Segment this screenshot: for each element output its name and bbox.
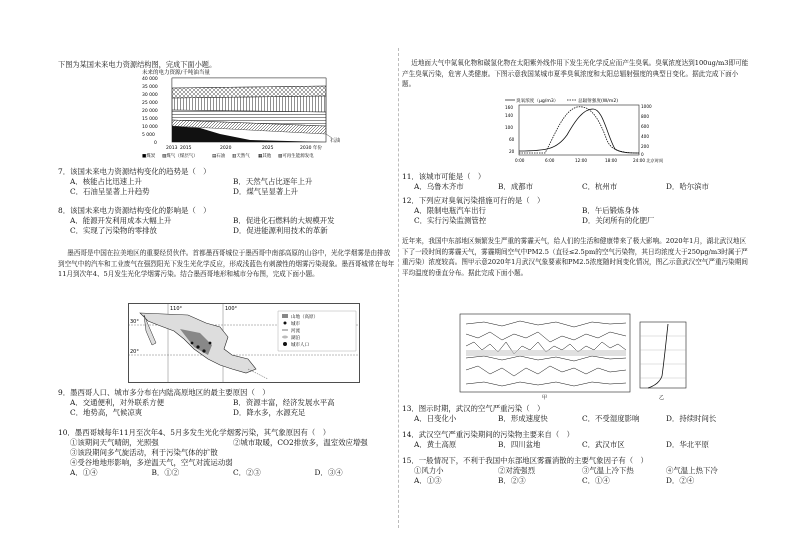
question-8 [58, 206, 396, 236]
ytick: 25 000 [142, 101, 158, 106]
map-legend-item: 山地（高原） [291, 315, 318, 320]
ytick: 35 000 [142, 85, 158, 90]
xtick: 2030 年份 [300, 146, 322, 151]
chart-legend [142, 152, 314, 159]
q13-options [402, 414, 750, 424]
side-label-oil: 石油 [330, 138, 341, 144]
yaxis-left [505, 105, 515, 154]
q14-option-b[interactable]: B．四川盆地 [498, 439, 541, 449]
city-dot [202, 349, 205, 352]
q11-option-b[interactable]: B．成都市 [498, 181, 533, 191]
q13-option-a[interactable]: A．日变化小 [414, 413, 457, 423]
ozone-radiation-svg [497, 95, 667, 167]
ytick-right: 0 [641, 152, 644, 157]
ytick: 5 000 [142, 133, 155, 138]
ytick-right: 1000 [641, 104, 652, 109]
q10-option-b[interactable]: B．①② [151, 467, 180, 477]
xtick: 6:00 [545, 158, 555, 163]
q10-option-c[interactable]: C．②③ [233, 467, 261, 477]
q11-option-a[interactable]: A．乌鲁木齐市 [414, 181, 464, 191]
q15-option-a[interactable]: A．①③ [414, 475, 442, 485]
figure-b-grid [640, 336, 686, 378]
q15-statements [402, 466, 750, 476]
q12-options [402, 206, 750, 226]
q10-option-d[interactable]: D．③④ [314, 467, 343, 477]
q10-statement: ②城市取暖，CO2排放多，温室效应增强 [233, 437, 368, 447]
ozone-curve [519, 109, 639, 153]
q7-option-d[interactable]: D．煤气呈显著上升 [233, 186, 299, 196]
q12-option-a[interactable]: A．限制电瓶汽车出行 [414, 205, 486, 215]
xtick: 12:00 [575, 158, 588, 163]
q9-option-b[interactable]: B．资源丰富，经济发展水平高 [233, 397, 335, 407]
ytick-left: 20 [509, 149, 515, 154]
lat-label: 30° [130, 319, 139, 325]
q13-option-d[interactable]: D．持续时间长 [666, 413, 717, 423]
map-legend-item: 河流 [291, 329, 300, 334]
legend-item: ▨煤气（煤层气） [162, 154, 198, 159]
legend-item: ▧可再生能源发电 [278, 154, 314, 159]
ytick: 40 000 [142, 77, 158, 82]
q7-options [58, 177, 396, 197]
haze-figures [454, 312, 700, 400]
question-10 [58, 428, 396, 478]
ytick-right: 400 [641, 134, 649, 139]
q7-stem: 7．该国未来电力资源结构变化的趋势是（ ） [58, 167, 211, 176]
question-13 [402, 404, 750, 424]
q15-option-b[interactable]: B．②③ [498, 475, 526, 485]
temperature-profile [648, 324, 668, 388]
ytick: 0 [154, 141, 157, 146]
legend-ozone: 臭氧浓度（μg/m3） [516, 99, 559, 104]
radiation-curve [519, 107, 639, 153]
q8-option-b[interactable]: B．促进化石燃料的大规模开发 [233, 215, 335, 225]
map-legend-item: 城市 [291, 322, 300, 327]
city-dot [196, 345, 199, 348]
q8-options [58, 216, 396, 236]
intro-fig1: 下图为某国未来电力资源结构图，完成下面小题。 [58, 60, 217, 69]
question-12 [402, 196, 750, 226]
city-dot [191, 342, 194, 345]
haze-figures-svg [454, 312, 700, 400]
q10-stem: 10．墨西哥城每年11月至次年4、5月多发生光化学烟雾污染，其气象原因有（ ） [58, 428, 331, 437]
ytick: 30 000 [142, 93, 158, 98]
q15-option-d[interactable]: D．②④ [666, 475, 695, 485]
q9-option-d[interactable]: D．降水多，水源充足 [233, 407, 306, 417]
q15-option-c[interactable]: C．①④ [582, 475, 610, 485]
q13-option-c[interactable]: C．不受湿度影响 [582, 413, 640, 423]
ytick: 20 000 [142, 109, 158, 114]
q15-statement: ③气温上冷下热 [582, 465, 634, 475]
q7-option-b[interactable]: B．天然气占比逐年上升 [233, 176, 313, 186]
q8-stem: 8．该国未来电力资源结构变化的影响是（ ） [58, 206, 211, 215]
q15-statement: ④气温上热下冷 [666, 465, 718, 475]
legend-item: ▦其他 [258, 154, 272, 159]
intro-mexico: 墨西哥是中国在拉美地区的重要经贸伙伴。首都墨西哥城位于墨西哥中南部高原的山谷中，光化学烟雾是由排放到空气中的汽车和工业废气在强烈阳光下发生光化学反应，形成浅蓝色有刺激性的烟雾污染现象。墨西哥城常在每年11月到次年4、5月发生光化学烟雾污染。结合墨西哥地形和城市分布图，完成下面小题。 [58, 249, 395, 279]
q11-option-d[interactable]: D．哈尔滨市 [666, 181, 709, 191]
q15-statement: ①风力小 [414, 465, 444, 475]
q15-statement: ②对流强烈 [498, 465, 535, 475]
chart-xticks [166, 144, 322, 151]
xtick: 2013 [166, 146, 178, 151]
ytick-right: 600 [641, 124, 649, 129]
question-9 [58, 388, 396, 418]
q10-options [58, 468, 396, 478]
chart-yticks [142, 76, 158, 146]
question-14 [402, 430, 750, 450]
intro-ozone: 近地面大气中氮氧化物和碳氢化物在太阳紫外线作用下发生光化学反应而产生臭氧。臭氧浓度达到100ug/m3即可能产生臭氧污染，危害人类健康。下图示意我国某城市夏季臭氧浓度和太阳总辐射强度的典型日变化。据此完成下面小题。 [402, 59, 749, 89]
legend-item: ▥天然气 [232, 154, 250, 159]
mexico-map-svg [128, 303, 360, 383]
question-11 [402, 172, 750, 192]
ytick: 15 000 [142, 117, 158, 122]
electricity-structure-svg [140, 68, 350, 160]
q8-option-c[interactable]: C．实现了污染物的零排放 [70, 225, 157, 235]
q11-options [402, 182, 750, 192]
q14-option-c[interactable]: C．武汉市区 [582, 439, 625, 449]
q8-option-d[interactable]: D．促进能源利用技术的革新 [233, 225, 328, 235]
q10-statement: ③该段期间多气旋活动，利于污染气体的扩散 [70, 447, 218, 457]
lat-label: 20° [130, 349, 139, 355]
ytick-right: 800 [641, 114, 649, 119]
q9-option-a[interactable]: A．交通便利，对外联系方便 [70, 397, 165, 407]
figure-a-caption: 甲 [542, 395, 548, 400]
electricity-structure-chart [140, 68, 350, 160]
q9-option-c[interactable]: C．地势高，气候凉爽 [70, 407, 143, 417]
q14-option-d[interactable]: D．华北平原 [666, 439, 709, 449]
legend-item: ▤石油 [212, 154, 226, 159]
q10-option-a[interactable]: A．①④ [70, 467, 98, 477]
ytick-left: 100 [505, 125, 513, 130]
q13-option-b[interactable]: B．形成速度快 [498, 413, 548, 423]
xtick: 2015 [180, 146, 192, 151]
q9-stem: 9．墨西哥人口、城市多分布在内陆高原地区的最主要原因（ ） [58, 388, 270, 397]
yaxis-right [641, 104, 652, 157]
figure-b-caption: 乙 [659, 395, 665, 400]
lon-label: 110° [170, 306, 183, 312]
ozone-radiation-chart [497, 95, 667, 167]
q12-option-d[interactable]: D．关闭所有的化肥厂 [582, 215, 655, 225]
q7-option-a[interactable]: A．核能占比迅速上升 [70, 176, 142, 186]
q11-stem: 11．该城市可能是（ ） [402, 172, 486, 181]
ytick-left: 60 [509, 137, 515, 142]
map-legend-item: 城市人口 [291, 343, 309, 348]
column-divider [398, 48, 400, 528]
xaxis [515, 157, 663, 164]
question-7 [58, 167, 396, 197]
band-natural-gas [172, 96, 326, 112]
q13-stem: 13．图示时期，武汉的空气严重污染（ ） [402, 404, 545, 413]
q9-options [58, 398, 396, 418]
xtick: 2020 [220, 146, 232, 151]
chart-ylabel: 未来的电力资源/千吨油当量 [142, 70, 210, 76]
xtick: 0:00 [515, 158, 525, 163]
legend-item: ■煤炭 [142, 154, 156, 159]
q10-statements [58, 438, 396, 468]
q14-stem: 14．武汉空气严重污染期间的污染物主要来自（ ） [402, 430, 575, 439]
intro-haze: 近年来，我国中东部地区频繁发生严重的雾霾天气，给人们的生活和健康带来了极大影响。2020年1月，湖北武汉地区下了一段时间的雾霾天气，雾霾期间空气中PM2.5（直径≤2.5pm的空气污染物，其日均浓度大于250μg/m3时属于严重污染）浓度较高。图甲示意2020年1月武汉气象要素和PM2.5浓度随时间变化情况，图乙示意武汉空气严重污染期间平均温度的垂直分布。据此完成下面小题。 [402, 237, 748, 277]
legend-radiation: 总辐射强度(W/m2) [578, 99, 619, 104]
lon-label: 100° [225, 306, 238, 312]
q10-statement: ①该期间天气晴朗，光照强 [70, 437, 159, 447]
ytick-left: 140 [505, 113, 513, 118]
q14-option-a[interactable]: A．黄土高原 [414, 439, 457, 449]
xtick: 18:00 [605, 158, 618, 163]
q14-options [402, 440, 750, 450]
ytick: 10 000 [142, 125, 158, 130]
city-dot [209, 342, 212, 345]
q7-option-c[interactable]: C．石油呈显著上升趋势 [70, 186, 150, 196]
q15-options [402, 476, 750, 486]
ytick-left: 160 [505, 105, 513, 110]
q12-option-b[interactable]: B．午后锻炼身体 [582, 205, 640, 215]
xtick: 2025 [262, 146, 274, 151]
map-legend-item: 湖泊 [291, 336, 300, 341]
ytick-right: 200 [641, 144, 649, 149]
xtick: 24:00 北京时间 [633, 158, 664, 163]
mexico-map [128, 303, 360, 383]
q12-stem: 12．下列应对臭氧污染措施可行的是（ ） [402, 196, 545, 205]
question-15 [402, 456, 750, 486]
q12-option-c[interactable]: C．实行污染监测管控 [414, 215, 487, 225]
q11-option-c[interactable]: C．杭州市 [582, 181, 618, 191]
q8-option-a[interactable]: A．能源开发利用成本大幅上升 [70, 215, 172, 225]
q15-stem: 15．一般情况下，不利于我国中东部地区雾霾消散的主要气象因子有（ ） [402, 456, 648, 465]
q10-statement: ④受谷地地形影响，多逆温天气，空气对流运动弱 [70, 457, 233, 467]
